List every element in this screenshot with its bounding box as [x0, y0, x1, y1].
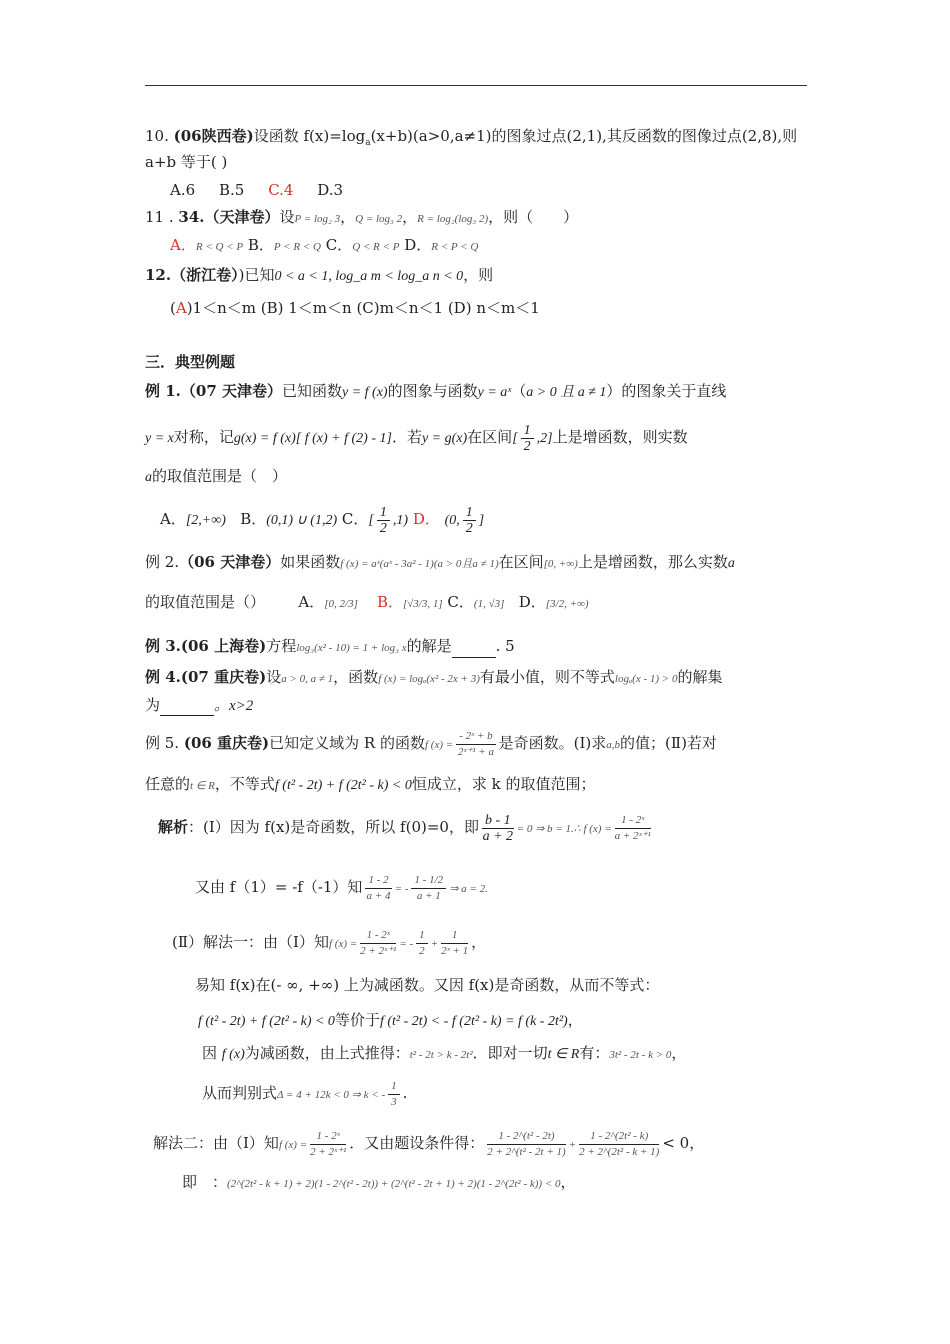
ex1-t7: 在区间 — [467, 428, 513, 446]
q12-options-rest: (B) 1＜m＜n (C)m＜n＜1 (D) n＜m＜1 — [260, 299, 540, 317]
ex2-option-c-math: (1, √3] — [473, 598, 505, 610]
ex1-option-d-den: 2 — [465, 520, 473, 536]
sol-p6-t3: ．即对一切 — [472, 1044, 548, 1062]
ex5-m5: f (t² - 2t) + f (2t² - k) < 0 — [274, 778, 412, 793]
sol-p1-frac — [482, 813, 514, 844]
sol-line6 — [202, 1043, 686, 1065]
sol-p5-m: f (t² - 2t) + f (2t² - k) < 0 — [198, 1014, 335, 1029]
sol-p3-m2: = - — [399, 938, 414, 950]
sol-p8-m2: + — [568, 1139, 577, 1151]
q11-tail: ，则（ ） — [488, 208, 579, 226]
ex4-m3: logₐ(x - 1) > 0 — [614, 673, 678, 685]
sol-p1-frac2 — [615, 813, 651, 844]
header-rule — [145, 85, 807, 86]
ex1-t9: 的取值范围是（ ） — [152, 467, 288, 485]
q12-source: 12.（浙江卷） — [145, 266, 239, 284]
ex1-m7-close: ,2] — [536, 431, 553, 446]
ex4-t3: 有最小值，则不等式 — [479, 668, 615, 686]
ex1-option-c-num: 1 — [377, 505, 390, 521]
sol-p8-tail: < 0， — [662, 1134, 705, 1152]
q11-text: 设 — [279, 208, 295, 226]
ex5-lead: 例 5. — [145, 734, 184, 752]
ex1-option-d-close: ] — [478, 513, 485, 528]
ex1-option-c-den: 2 — [379, 520, 387, 536]
ex1-m1: y = f (x) — [342, 385, 388, 400]
ex1-m7-open: [ — [512, 431, 518, 446]
ex1-t5: 对称，记 — [173, 428, 234, 446]
q12-tail: ，则 — [463, 266, 494, 284]
ex3-t1: 方程 — [266, 637, 297, 655]
ex4-line1 — [145, 667, 722, 689]
sol-p3-m3: + — [430, 938, 439, 950]
sol-p6-t2: 为减函数，由上式推得： — [244, 1044, 410, 1062]
ex3-m1: log₃(x² - 10) = 1 + log₃ x — [296, 642, 407, 654]
sol-label: 解析 — [158, 818, 189, 836]
ex5-line1 — [145, 724, 717, 764]
ex1-source: 例 1.（07 天津卷） — [145, 382, 282, 400]
q12-text: )已知 — [238, 266, 275, 284]
sol-p1: ：(Ⅰ）因为 f(x)是奇函数，所以 f(0)=0，即 — [188, 818, 479, 836]
sol-p9-m: (2^(2t² - k + 1) + 2)(1 - 2^(t² - 2t)) + (2^(t² - 2t + 1) + 2)(1 - 2^(2t² - k)) < 0 — [227, 1178, 561, 1190]
sol-p3-frac3 — [441, 928, 468, 959]
ex4-line2 — [145, 695, 253, 716]
ex1-option-d: D． — [412, 510, 440, 528]
sol-p1-den2: a + 2ˣ⁺¹ — [614, 829, 651, 842]
sol-p3-num3: 1 — [441, 928, 468, 944]
sol-p2-frac — [365, 873, 391, 904]
sol-p8-frac2 — [487, 1129, 565, 1160]
ex1-m6: y = g(x) — [421, 431, 468, 446]
sol-p3-num2: 1 — [416, 928, 428, 944]
q11-option-b-math: P < R < Q — [273, 241, 321, 253]
ex4-answer: 。x>2 — [214, 698, 254, 714]
sol-p8-frac3 — [579, 1129, 659, 1160]
sol-p6-m4: 3t² - 2t - k > 0 — [609, 1049, 672, 1061]
ex5-t6: 恒成立，求 k 的取值范围； — [411, 775, 596, 793]
sol-p8-num: 1 - 2ˣ — [310, 1129, 346, 1145]
q11-p: P = log₂ 3 — [294, 213, 341, 225]
sol-p5-m2: f (t² - 2t) < - f (2t² - k) = f (k - 2t²) — [379, 1014, 568, 1029]
q10-option-d: D.3 — [317, 181, 344, 199]
q12-math: 0 < a < 1, log_a m < log_a n < 0 — [274, 269, 464, 284]
ex1-t6: ．若 — [391, 428, 422, 446]
q10-line1 — [145, 126, 797, 153]
ex5-f-num: - 2ˣ + b — [456, 729, 495, 745]
sol-p3-den2: 2 — [419, 944, 425, 957]
ex1-option-a: A． — [160, 510, 186, 528]
q10-option-c: C.4 — [268, 181, 294, 199]
sol-p3-den: 2 + 2ˣ⁺¹ — [360, 944, 397, 957]
q11-options — [170, 235, 478, 257]
ex2-option-a-math: [0, 2/3] — [324, 598, 358, 610]
sol-p3-num: 1 - 2ˣ — [360, 928, 396, 944]
ex4-t5: 为 — [145, 696, 161, 714]
ex1-t3: （ — [511, 382, 527, 400]
sol-p9: 即 ： — [182, 1173, 228, 1191]
sol-p1-den: a + 2 — [482, 828, 514, 844]
sol-line9 — [182, 1172, 576, 1194]
ex4-blank — [160, 701, 214, 716]
ex1-line3 — [145, 466, 287, 488]
ex1-option-d-open: (0, — [444, 513, 460, 528]
sol-p3-tail: ， — [471, 933, 487, 951]
ex1-t2: 的图象与函数 — [387, 382, 478, 400]
ex1-m8: a — [145, 470, 152, 485]
ex2-source: （06 天津卷） — [179, 553, 281, 571]
q11-q: Q = log₃ 2 — [355, 213, 403, 225]
ex4-t1: 设 — [266, 668, 282, 686]
sol-p8-num3: 1 - 2^(2t² - k) — [579, 1129, 659, 1145]
ex3-source: 例 3.(06 上海卷) — [145, 637, 267, 655]
ex2-option-b-math: [√3/3, 1] — [402, 598, 443, 610]
ex1-m7-den: 2 — [523, 438, 531, 454]
sol-p7-den: 3 — [391, 1095, 397, 1108]
ex1-option-c: C． — [341, 510, 369, 528]
sol-line5 — [198, 1010, 583, 1032]
sol-line8 — [153, 1124, 704, 1164]
ex2-m1: f (x) = aˣ(aˣ - 3a² - 1)(a > 0且a ≠ 1) — [340, 558, 499, 570]
q11-option-d: D． — [404, 236, 432, 254]
sol-p9-tail: ， — [560, 1173, 576, 1191]
ex5-t3: 的值；(Ⅱ)若对 — [620, 734, 717, 752]
sol-p5-tail: ， — [567, 1011, 583, 1029]
ex1-option-a-math: [2,+∞) — [185, 513, 226, 528]
ex2-line1 — [145, 552, 735, 574]
ex2-t2: 在区间 — [498, 553, 544, 571]
ex5-source: (06 重庆卷) — [183, 734, 270, 752]
ex2-t1: 如果函数 — [280, 553, 341, 571]
ex5-t4: 任意的 — [145, 775, 191, 793]
sol-p7-num: 1 — [388, 1079, 400, 1095]
ex1-m3: a > 0 且 a ≠ 1 — [526, 385, 607, 400]
q12-options — [170, 298, 540, 318]
section-title: 三．典型例题 — [145, 353, 236, 371]
ex5-m4: t ∈ R — [190, 780, 215, 792]
sol-p6-m2: t² - 2t > k - 2t² — [409, 1049, 473, 1061]
ex5-t5: ，不等式 — [214, 775, 275, 793]
sol-p3-den3: 2ˣ + 1 — [441, 944, 469, 957]
sol-line1 — [158, 808, 654, 848]
sol-p6-m1: f (x) — [221, 1047, 245, 1062]
ex1-t1: 已知函数 — [281, 382, 342, 400]
sol-p2-den2: a + 1 — [416, 889, 441, 902]
ex1-option-b: B． — [240, 510, 267, 528]
q11-option-c: C． — [325, 236, 353, 254]
sol-p7-m: Δ = 4 + 12k < 0 ⇒ k < - — [277, 1089, 386, 1101]
ex2-line2 — [145, 592, 589, 614]
sol-p1-num2: 1 - 2ˣ — [615, 813, 651, 829]
ex1-m5: g(x) = f (x)[ f (x) + f (2) - 1] — [233, 431, 392, 446]
ex2-option-b: B． — [376, 593, 403, 611]
q10-option-a: A.6 — [170, 181, 196, 199]
ex1-t8: 上是增函数，则实数 — [552, 428, 688, 446]
ex2-m2: [0, +∞) — [543, 558, 578, 570]
sol-p3-m: f (x) = — [328, 938, 358, 950]
ex5-t2: 是奇函数。(Ⅰ)求 — [498, 734, 607, 752]
ex1-m2: y = aˣ — [477, 385, 512, 400]
sol-p3-frac2 — [416, 928, 428, 959]
ex1-option-c-open: [ — [368, 513, 374, 528]
sol-p6-t1: 因 — [202, 1044, 218, 1062]
ex3-blank — [452, 643, 496, 658]
sol-p7-frac — [388, 1079, 400, 1110]
q11-option-a: A． — [170, 236, 196, 254]
ex2-option-c: C． — [447, 593, 474, 611]
sol-p2-den: a + 4 — [366, 889, 391, 902]
ex3-answer: . 5 — [495, 637, 515, 655]
sol-p7: 从而判别式 — [202, 1084, 278, 1102]
sol-p2-m2: ⇒ a = 2. — [449, 883, 488, 895]
q10-line2: a+b 等于( ) — [145, 153, 228, 171]
sol-p3-frac — [360, 928, 396, 959]
q10-text-sub: a — [365, 138, 371, 148]
sol-p2-m: = - — [394, 883, 409, 895]
q11-label: 11 . — [145, 208, 174, 226]
sol-line2 — [195, 868, 488, 908]
ex3-line — [145, 636, 515, 658]
ex1-m7-num: 1 — [521, 423, 534, 439]
ex5-f-frac — [456, 729, 495, 760]
ex2-t4: 的取值范围是（） — [145, 593, 266, 611]
ex4-t2: ，函数 — [333, 668, 379, 686]
ex1-options — [160, 500, 484, 540]
q10-options — [170, 180, 343, 200]
sol-p2-num: 1 - 2 — [365, 873, 391, 889]
sol-p8: 解法二：由（Ⅰ）知 — [153, 1134, 279, 1152]
q11-option-c-math: Q < R < P — [352, 241, 400, 253]
q12-option-a-rest: )1＜n＜m — [186, 299, 256, 317]
sol-p6-tail: ， — [671, 1044, 687, 1062]
sol-p2-num2: 1 - 1/2 — [411, 873, 446, 889]
sol-p2: 又由 f（1）= -f（-1）知 — [195, 878, 363, 896]
sol-line3 — [172, 923, 486, 963]
q10-text-b: (x+b)(a>0,a≠1)的图象过点(2,1),其反函数的图像过点(2,8),则 — [370, 127, 798, 145]
ex1-option-d-frac — [463, 505, 476, 536]
sol-line7 — [202, 1074, 407, 1114]
ex2-option-a: A． — [298, 593, 325, 611]
sol-p2-frac2 — [411, 873, 446, 904]
q12-line1 — [145, 265, 493, 287]
sol-p1-m: = 0 ⇒ b = 1.∴ f (x) = — [516, 823, 612, 835]
ex2-option-d: D． — [518, 593, 546, 611]
sol-p8-den: 2 + 2ˣ⁺¹ — [310, 1145, 347, 1158]
sol-line4: 易知 f(x)在(- ∞, +∞) 上为减函数。又因 f(x)是奇函数，从而不等式： — [195, 976, 660, 994]
q11-option-d-math: R < P < Q — [431, 241, 479, 253]
ex4-source: 例 4.(07 重庆卷) — [145, 668, 267, 686]
ex1-option-b-math: (0,1) ∪ (1,2) — [266, 513, 338, 528]
sol-p8-den2: 2 + 2^(t² - 2t + 1) — [487, 1145, 566, 1158]
ex5-m1: f (x) = — [425, 739, 454, 751]
q11-option-b: B． — [247, 236, 274, 254]
sol-p8-m: f (x) = — [278, 1139, 308, 1151]
q10-option-b: B.5 — [219, 181, 245, 199]
q11-r: R = log₂(log₃ 2) — [417, 213, 489, 225]
q10-text-a: 设函数 f(x)=log — [253, 127, 366, 145]
sol-p5-t: 等价于 — [334, 1011, 380, 1029]
ex2-lead: 例 2. — [145, 553, 180, 571]
ex5-f-den: 2ˣ⁺¹ + a — [457, 745, 494, 758]
sol-p8-num2: 1 - 2^(t² - 2t) — [487, 1129, 565, 1145]
ex4-t4: 的解集 — [677, 668, 723, 686]
sol-p8-frac — [310, 1129, 346, 1160]
ex5-line2 — [145, 774, 595, 796]
ex1-option-c-frac — [377, 505, 390, 536]
sol-p1-num: b - 1 — [482, 813, 514, 829]
q11-line1: 11 . 34.（天津卷）设P = log₂ 3，Q = log₃ 2，R = log₂(log₃ 2)，则（ ） — [145, 208, 579, 226]
sol-p6-t4: 有： — [579, 1044, 610, 1062]
ex2-t3: 上是增函数，那么实数 — [577, 553, 728, 571]
sol-p3: (Ⅱ）解法一：由（Ⅰ）知 — [172, 933, 329, 951]
q11-source: 34.（天津卷） — [178, 208, 280, 226]
ex5-t1: 已知定义域为 R 的函数 — [269, 734, 425, 752]
ex1-line2 — [145, 418, 688, 458]
q10-source: (06陕西卷) — [173, 127, 254, 145]
ex4-m1: a > 0, a ≠ 1 — [281, 673, 334, 685]
ex5-m2: a,b — [606, 739, 621, 751]
ex2-option-d-math: [3/2, +∞) — [545, 598, 589, 610]
q11-option-a-math: R < Q < P — [195, 241, 244, 253]
q12-option-a-open: ( — [170, 299, 176, 317]
ex1-line1 — [145, 381, 726, 403]
ex2-m3: a — [727, 556, 735, 571]
sol-p8-t: ．又由题设条件得： — [349, 1134, 485, 1152]
sol-p6-m3: t ∈ R — [547, 1047, 580, 1062]
ex3-t2: 的解是 — [406, 637, 452, 655]
sol-p8-den3: 2 + 2^(2t² - k + 1) — [579, 1145, 660, 1158]
ex1-t4: ）的图象关于直线 — [606, 382, 727, 400]
sol-p7-tail: . — [402, 1084, 408, 1102]
q12-option-a-letter: A — [175, 299, 187, 317]
ex1-option-c-close: ,1) — [392, 513, 409, 528]
ex1-m4: y = x — [145, 431, 174, 446]
q10-label: 10. — [145, 127, 169, 145]
ex1-option-d-num: 1 — [463, 505, 476, 521]
ex1-m7-frac — [521, 423, 534, 454]
ex4-m2: f (x) = logₐ(x² - 2x + 3) — [378, 673, 480, 685]
